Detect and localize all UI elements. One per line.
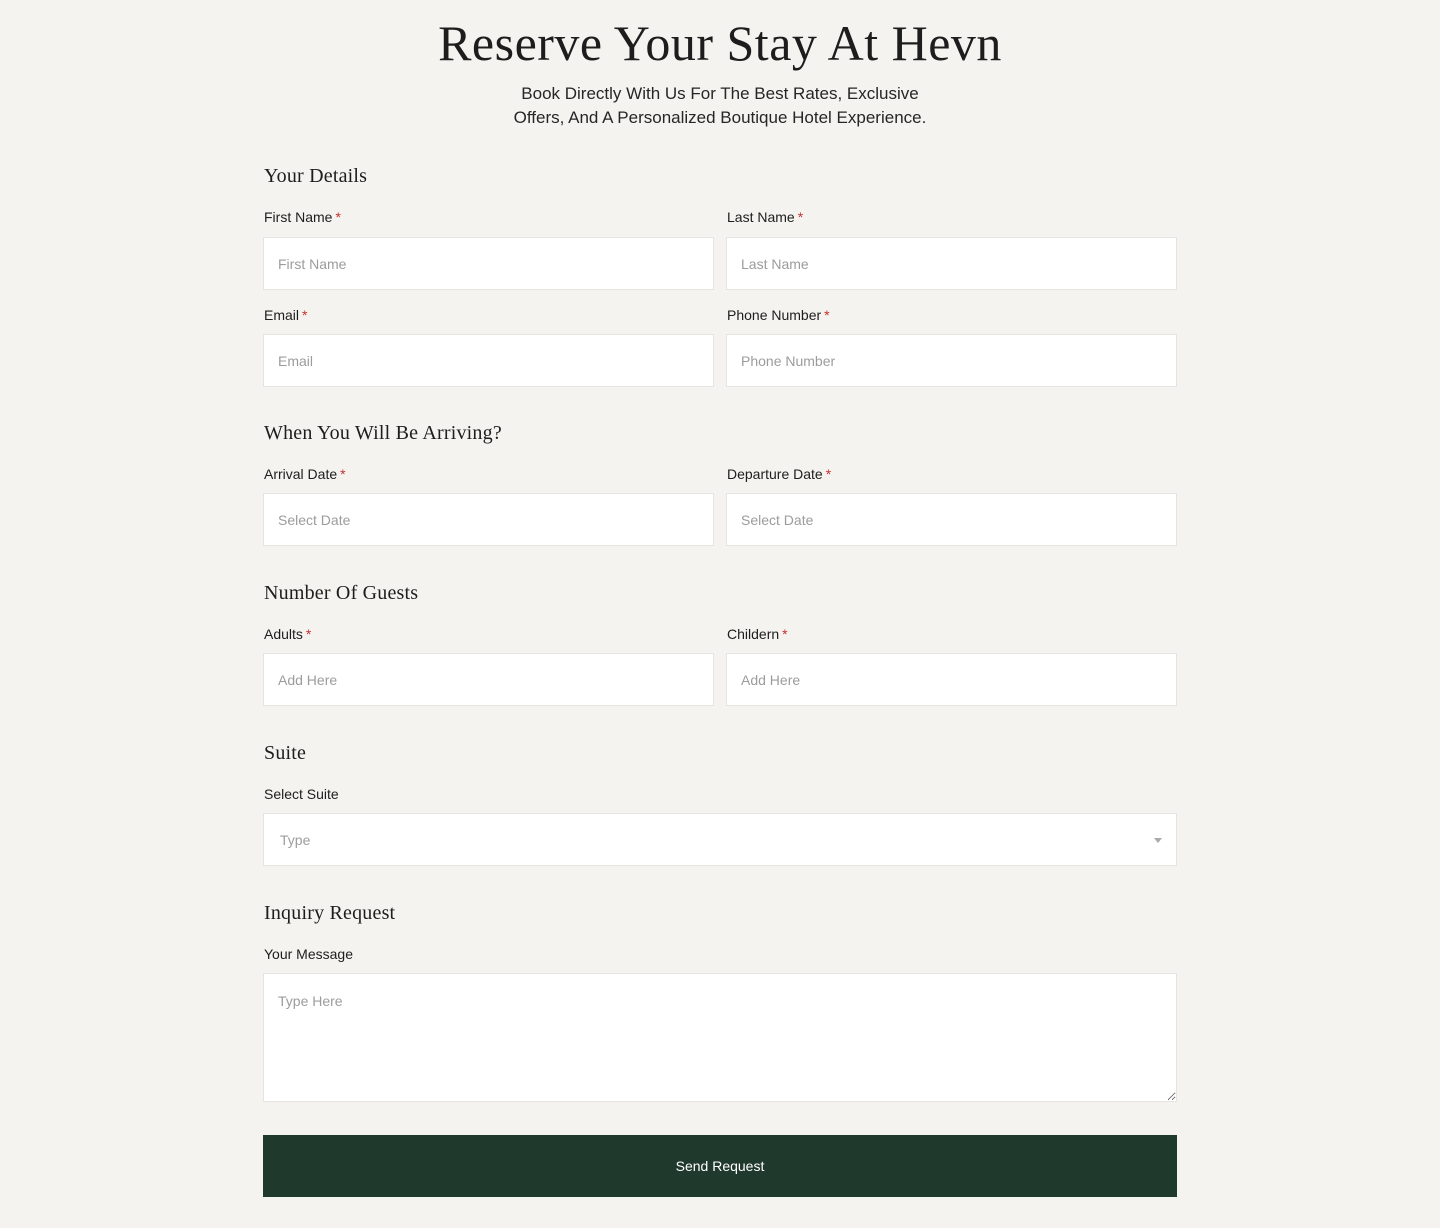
section-heading-guests: Number Of Guests <box>264 582 419 604</box>
required-marker: * <box>824 307 830 323</box>
section-heading-inquiry: Inquiry Request <box>264 902 396 924</box>
message-label: Your Message <box>264 946 353 962</box>
section-heading-arrival: When You Will Be Arriving? <box>264 422 502 444</box>
phone-field[interactable] <box>726 334 1177 387</box>
chevron-down-icon <box>1154 838 1162 843</box>
required-marker: * <box>302 307 308 323</box>
children-input[interactable] <box>726 653 1177 706</box>
last-name-input[interactable] <box>726 237 1177 290</box>
first-name-input[interactable] <box>263 237 714 290</box>
phone-label-text: Phone Number <box>727 307 822 323</box>
arrival-date-label-text: Arrival Date <box>264 466 338 482</box>
phone-label <box>727 307 830 323</box>
required-marker: * <box>335 209 341 225</box>
email-field[interactable] <box>263 334 714 387</box>
message-textarea[interactable] <box>263 973 1177 1102</box>
required-marker: * <box>340 466 346 482</box>
page-title: Reserve Your Stay At Hevn <box>438 15 1002 71</box>
adults-label <box>264 626 311 642</box>
children-label-text: Childern <box>727 626 780 642</box>
suite-select[interactable] <box>263 813 1177 866</box>
required-marker: * <box>797 209 804 225</box>
email-label <box>264 307 307 323</box>
arrival-date-input[interactable] <box>263 493 714 546</box>
required-marker: * <box>782 626 788 642</box>
suite-select-value: Type <box>280 831 311 848</box>
last-name-label <box>727 209 803 225</box>
email-label-text: Email <box>264 307 300 323</box>
departure-date-label <box>727 466 831 482</box>
subtitle-line-2: Offers, And A Personalized Boutique Hotel Experience. <box>513 108 927 127</box>
children-label <box>727 626 788 642</box>
adults-input[interactable] <box>263 653 714 706</box>
select-suite-label: Select Suite <box>264 786 339 802</box>
required-marker: * <box>825 466 832 482</box>
departure-date-label-text: Departure Date <box>727 466 823 482</box>
last-name-label-text: Last Name <box>727 209 795 225</box>
subtitle-line-1: Book Directly With Us For The Best Rates, Exclusive <box>521 84 919 103</box>
arrival-date-label <box>264 466 346 482</box>
section-heading-suite: Suite <box>264 742 307 764</box>
first-name-label <box>264 209 341 225</box>
send-request-button[interactable]: Send Request <box>263 1135 1177 1197</box>
first-name-label-text: First Name <box>264 209 333 225</box>
section-heading-details: Your Details <box>264 165 368 187</box>
departure-date-input[interactable] <box>726 493 1177 546</box>
required-marker: * <box>305 626 312 642</box>
page-subtitle <box>470 82 970 130</box>
adults-label-text: Adults <box>264 626 303 642</box>
